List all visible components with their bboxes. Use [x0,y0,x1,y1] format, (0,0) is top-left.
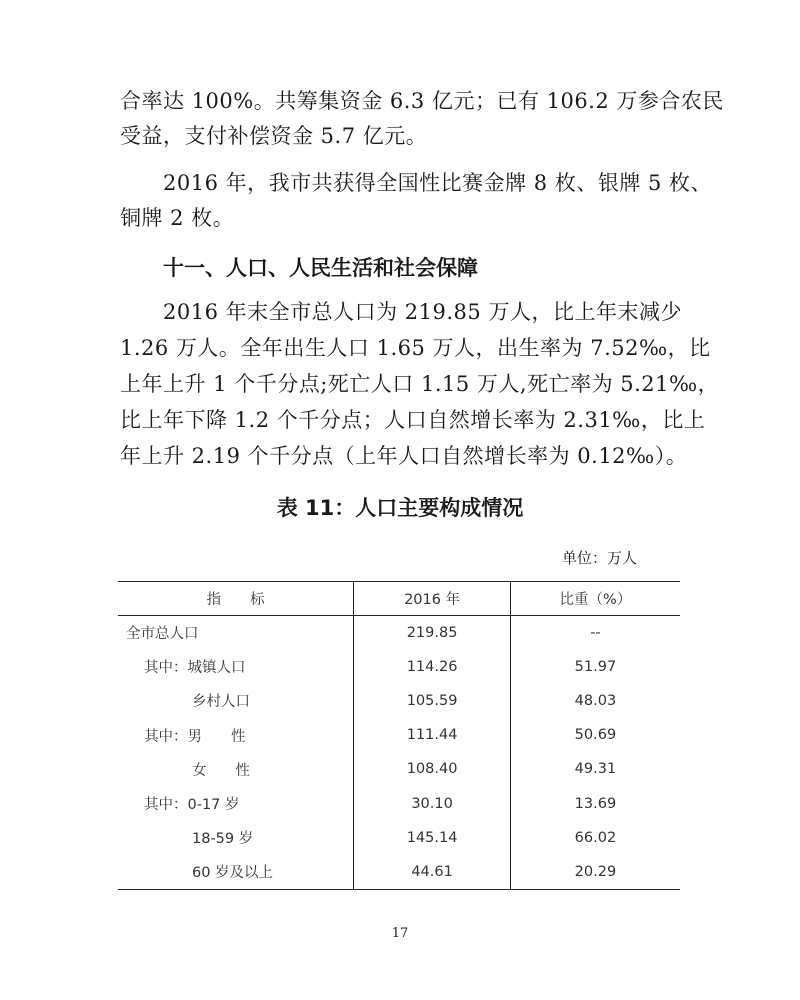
row-share: 48.03 [510,684,680,718]
table-row [118,855,680,889]
table-row [118,786,680,820]
section-heading: 十一、人口、人民生活和社会保障 [163,256,478,280]
table-header-row [118,582,680,616]
row-label: 18-59 岁 [192,831,254,848]
row-value: 114.26 [354,650,511,684]
row-label: 其中：城镇人口 [144,660,246,677]
row-share: 51.97 [510,650,680,684]
row-label: 乡村人口 [192,694,250,711]
table-row [118,821,680,855]
row-share: 13.69 [510,786,680,820]
table-row [118,616,680,650]
paragraph-line: 铜牌 2 枚。 [120,206,235,230]
paragraph-line: 比上年下降 1.2 个千分点；人口自然增长率为 2.31‰，比上 [120,408,706,432]
row-label: 其中：男 性 [144,728,246,745]
header-share: 比重（%） [510,582,680,616]
paragraph-line: 2016 年末全市总人口为 219.85 万人，比上年末减少 [163,300,682,324]
row-share: 66.02 [510,821,680,855]
table-title: 表 11：人口主要构成情况 [276,496,524,520]
population-table [118,581,680,890]
row-value: 145.14 [354,821,511,855]
table-row [118,718,680,752]
row-value: 111.44 [354,718,511,752]
row-value: 44.61 [354,855,511,889]
row-value: 30.10 [354,786,511,820]
paragraph-line: 2016 年，我市共获得全国性比赛金牌 8 枚、银牌 5 枚、 [163,171,713,195]
table-row [118,752,680,786]
page-number: 17 [391,926,409,941]
row-value: 219.85 [354,616,511,650]
row-share: -- [510,616,680,650]
table-row [118,650,680,684]
paragraph-line: 上年上升 1 个千分点;死亡人口 1.15 万人,死亡率为 5.21‰， [120,372,720,396]
row-label: 女 性 [192,762,250,779]
table-row [118,684,680,718]
paragraph-line: 受益，支付补偿资金 5.7 亿元。 [120,124,428,148]
paragraph-line: 1.26 万人。全年出生人口 1.65 万人，出生率为 7.52‰，比 [120,336,711,360]
paragraph-line: 年上升 2.19 个千分点（上年人口自然增长率为 0.12‰）。 [120,444,688,468]
table-unit: 单位：万人 [561,549,637,567]
row-label: 全市总人口 [126,626,199,643]
row-share: 20.29 [510,855,680,889]
row-share: 49.31 [510,752,680,786]
row-value: 108.40 [354,752,511,786]
row-share: 50.69 [510,718,680,752]
row-label: 其中：0-17 岁 [144,797,240,814]
row-label: 60 岁及以上 [118,855,354,889]
header-year: 2016 年 [354,582,511,616]
paragraph-line: 合率达 100%。共筹集资金 6.3 亿元；已有 106.2 万参合农民 [120,89,724,113]
header-indicator: 指 标 [118,582,354,616]
row-value: 105.59 [354,684,511,718]
